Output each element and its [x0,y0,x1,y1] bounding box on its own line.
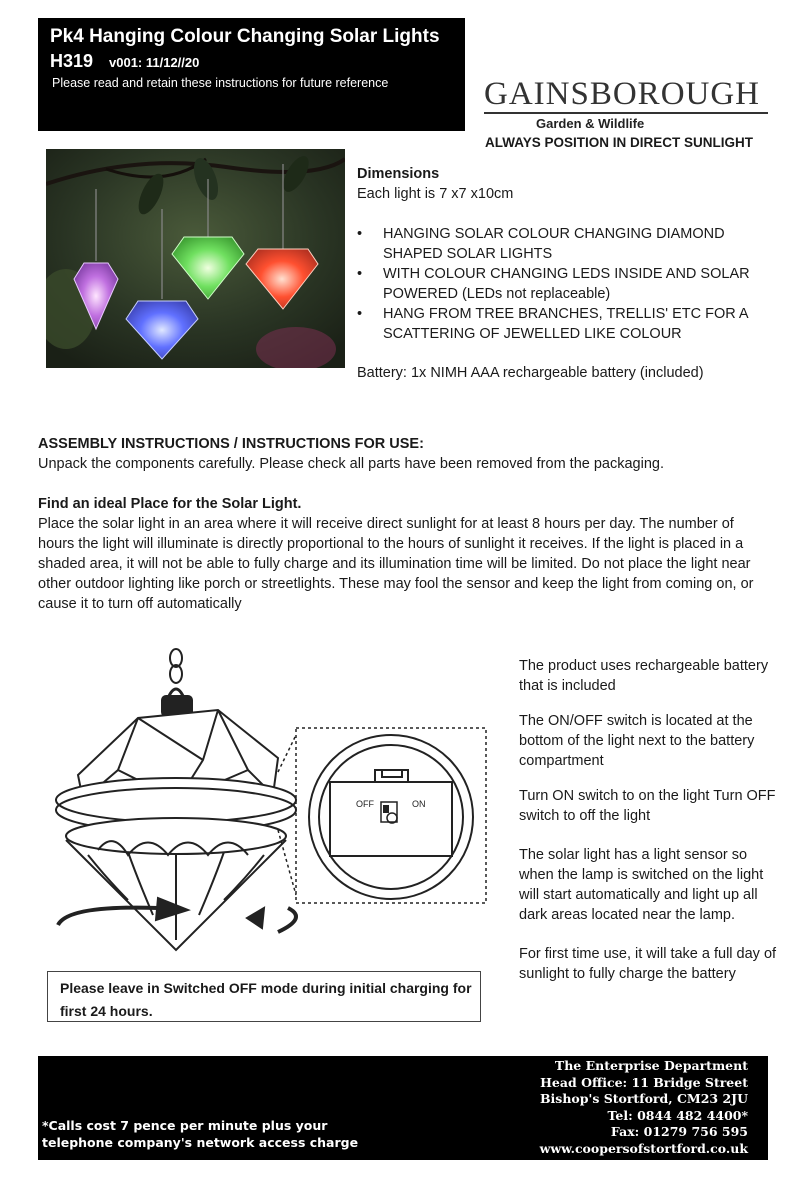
company-address [540,1058,748,1157]
header-banner [38,18,465,131]
feature-list [357,224,777,344]
call-charges-note [42,1117,358,1151]
on-label: ON [412,799,426,809]
feature-item: • HANGING SOLAR COLOUR CHANGING DIAMOND SHAPED SOLAR LIGHTS [357,224,777,264]
placement-text: Place the solar light in an area where it will receive direct sunlight for at least 8 hours per day. The number of hours the light will illuminate is directly proportional to the hours of sunlight it receives. If the light is placed in a shaded area, it will not be able to fully charge and its illumination time will be limited. Do not place the light near other outdoor lighting like porch or streetlights. These may fool the sensor and keep the light from coming on, or cause it to turn off automatically [38,516,754,612]
feature-item: • WITH COLOUR CHANGING LEDS INSIDE AND SOLAR POWERED (LEDs not replaceable) [357,264,777,304]
brand-logo [484,76,769,131]
call-charges-line-2: telephone company's network access charge [42,1135,359,1150]
brand-rule [484,112,768,114]
product-photo [46,149,345,368]
brand-name: GAINSBOROUGH [484,76,761,112]
sunlight-tagline: ALWAYS POSITION IN DIRECT SUNLIGHT [485,135,754,150]
department: The Enterprise Department [554,1058,748,1073]
charging-warning: Please leave in Switched OFF mode during initial charging for first 24 hours. [47,971,481,1022]
switch-diagram [38,640,498,970]
website[interactable]: www.coopersofstortford.co.uk [539,1140,748,1156]
assembly-section [38,434,773,474]
note-battery: The product uses rechargeable battery that is included [519,658,769,694]
assembly-text: Unpack the components carefully. Please check all parts have been removed from the packaging. [38,456,664,472]
note-sensor: The solar light has a light sensor so when the lamp is switched on the light will start automatically and light up all dark areas located near the lamp. [519,847,764,923]
assembly-heading: ASSEMBLY INSTRUCTIONS / INSTRUCTIONS FOR USE: [38,436,424,452]
dimensions-text: Each light is 7 x7 x10cm [357,186,514,202]
version-label: v001: 11/12//20 [109,55,200,70]
note-first-use: For first time use, it will take a full day of sunlight to fully charge the battery [519,946,777,982]
fax: Fax: 01279 756 595 [610,1124,748,1139]
head-office: Head Office: 11 Bridge Street [540,1074,748,1090]
note-switch-location: The ON/OFF switch is located at the bottom of the light next to the battery compartment [519,713,755,769]
call-charges-line-1: *Calls cost 7 pence per minute plus your [42,1118,328,1133]
product-title: Pk4 Hanging Colour Changing Solar Lights [50,26,440,47]
placement-section [38,494,773,614]
off-label: OFF [356,799,374,809]
placement-heading: Find an ideal Place for the Solar Light. [38,496,302,512]
feature-item: • HANG FROM TREE BRANCHES, TRELLIS' ETC FOR A SCATTERING OF JEWELLED LIKE COLOUR [357,304,777,344]
note-switch-use: Turn ON switch to on the light Turn OFF switch to off the light [519,788,776,824]
telephone: Tel: 0844 482 4400* [607,1107,748,1123]
dimensions-section [357,164,777,344]
usage-notes [519,656,779,984]
retain-note: Please read and retain these instructions for future reference [52,76,389,90]
footer-banner [38,1056,768,1160]
brand-subtitle: Garden & Wildlife [536,116,645,131]
town: Bishop's Stortford, CM23 2JU [539,1091,748,1106]
battery-spec: Battery: 1x NIMH AAA rechargeable battery (included) [357,365,704,381]
product-code: H319 [50,51,94,71]
dimensions-heading: Dimensions [357,166,440,182]
